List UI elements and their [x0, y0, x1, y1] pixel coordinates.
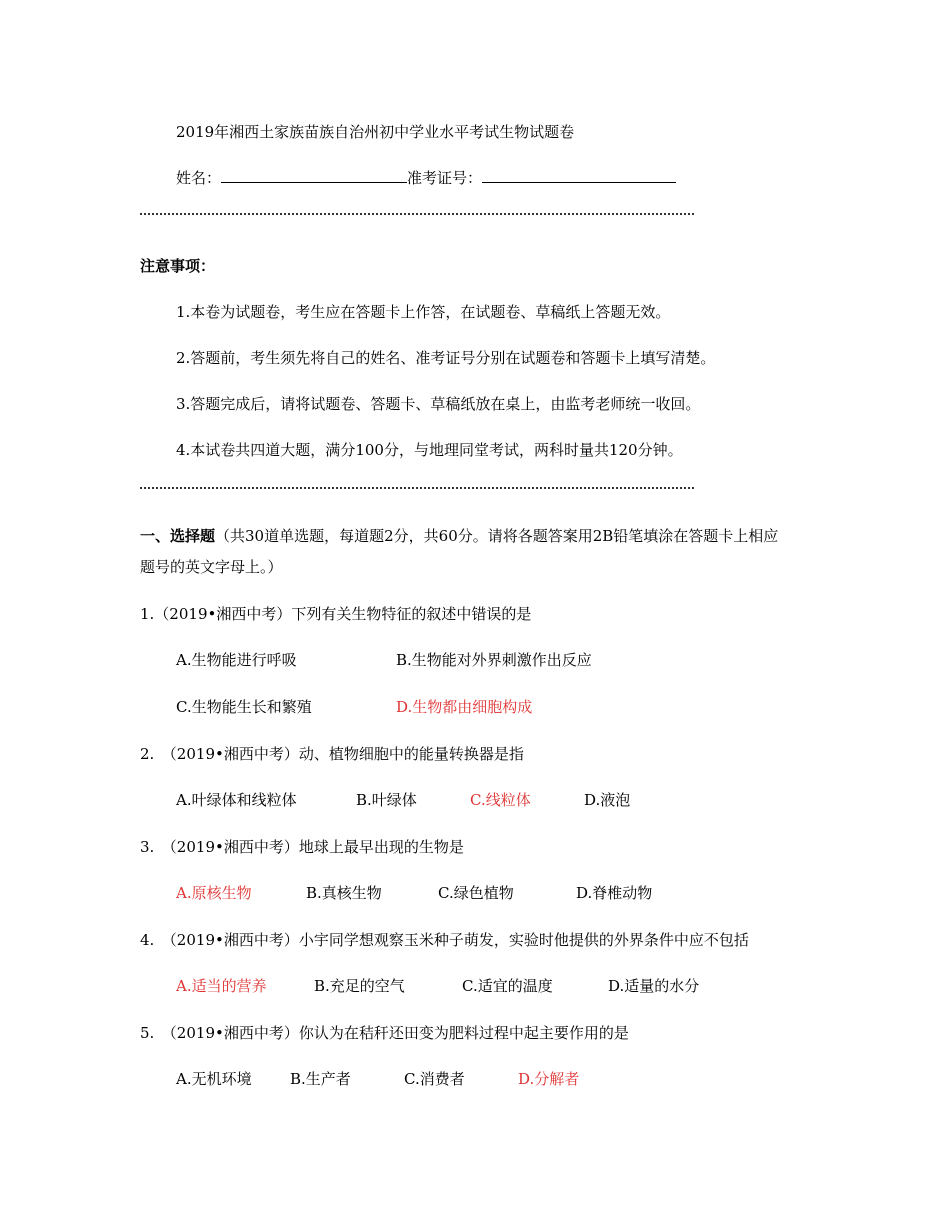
option-b: B.生产者 [290, 1070, 351, 1088]
name-blank [221, 168, 407, 183]
exam-title: 2019年湘西土家族苗族自治州初中学业水平考试生物试题卷 [176, 123, 575, 141]
option-d-answer: D.生物都由细胞构成 [396, 698, 533, 716]
option-d-answer: D.分解者 [518, 1070, 580, 1088]
option-d: D.脊椎动物 [576, 884, 653, 902]
section-desc-cont: 题号的英文字母上。） [140, 558, 283, 576]
notice-item: 2.答题前，考生须先将自己的姓名、准考证号分别在试题卷和答题卡上填写清楚。 [176, 349, 716, 367]
question-stem: 2. （2019•湘西中考）动、植物细胞中的能量转换器是指 [140, 745, 524, 763]
section-desc: （共30道单选题，每道题2分，共60分。请将各题答案用2B铅笔填涂在答题卡上相应 [215, 527, 779, 545]
question-stem: 4. （2019•湘西中考）小宇同学想观察玉米种子萌发，实验时他提供的外界条件中应不包括 [140, 931, 749, 949]
id-label: 准考证号： [407, 169, 483, 187]
section-header [140, 526, 778, 546]
question-stem: 5. （2019•湘西中考）你认为在秸秆还田变为肥料过程中起主要作用的是 [140, 1024, 629, 1042]
option-a-answer: A.原核生物 [176, 884, 252, 902]
option-c: C.生物能生长和繁殖 [176, 698, 312, 716]
notice-heading: 注意事项： [140, 257, 216, 275]
notice-item: 3.答题完成后，请将试题卷、答题卡、草稿纸放在桌上，由监考老师统一收回。 [176, 395, 701, 413]
question-stem: 3. （2019•湘西中考）地球上最早出现的生物是 [140, 838, 464, 856]
option-b: B.叶绿体 [356, 791, 417, 809]
option-d: D.适量的水分 [608, 977, 700, 995]
option-c: C.消费者 [404, 1070, 465, 1088]
id-blank [482, 168, 676, 183]
option-c: C.绿色植物 [438, 884, 514, 902]
name-row [176, 168, 676, 188]
notice-item: 4.本试卷共四道大题，满分100分，与地理同堂考试，两科时量共120分钟。 [176, 441, 683, 459]
option-d: D.液泡 [584, 791, 631, 809]
question-stem: 1.（2019•湘西中考）下列有关生物特征的叙述中错误的是 [140, 605, 532, 623]
notice-item: 1.本卷为试题卷，考生应在答题卡上作答，在试题卷、草稿纸上答题无效。 [176, 303, 671, 321]
option-b: B.生物能对外界刺激作出反应 [396, 651, 592, 669]
option-a: A.生物能进行呼吸 [176, 651, 297, 669]
option-b: B.充足的空气 [314, 977, 405, 995]
divider-top [140, 213, 694, 215]
option-a: A.无机环境 [176, 1070, 252, 1088]
option-c-answer: C.线粒体 [470, 791, 531, 809]
section-title: 一、选择题 [140, 527, 216, 545]
option-b: B.真核生物 [306, 884, 382, 902]
option-c: C.适宜的温度 [462, 977, 553, 995]
name-label: 姓名： [176, 169, 222, 187]
divider-bottom [140, 487, 694, 489]
option-a-answer: A.适当的营养 [176, 977, 267, 995]
option-a: A.叶绿体和线粒体 [176, 791, 297, 809]
